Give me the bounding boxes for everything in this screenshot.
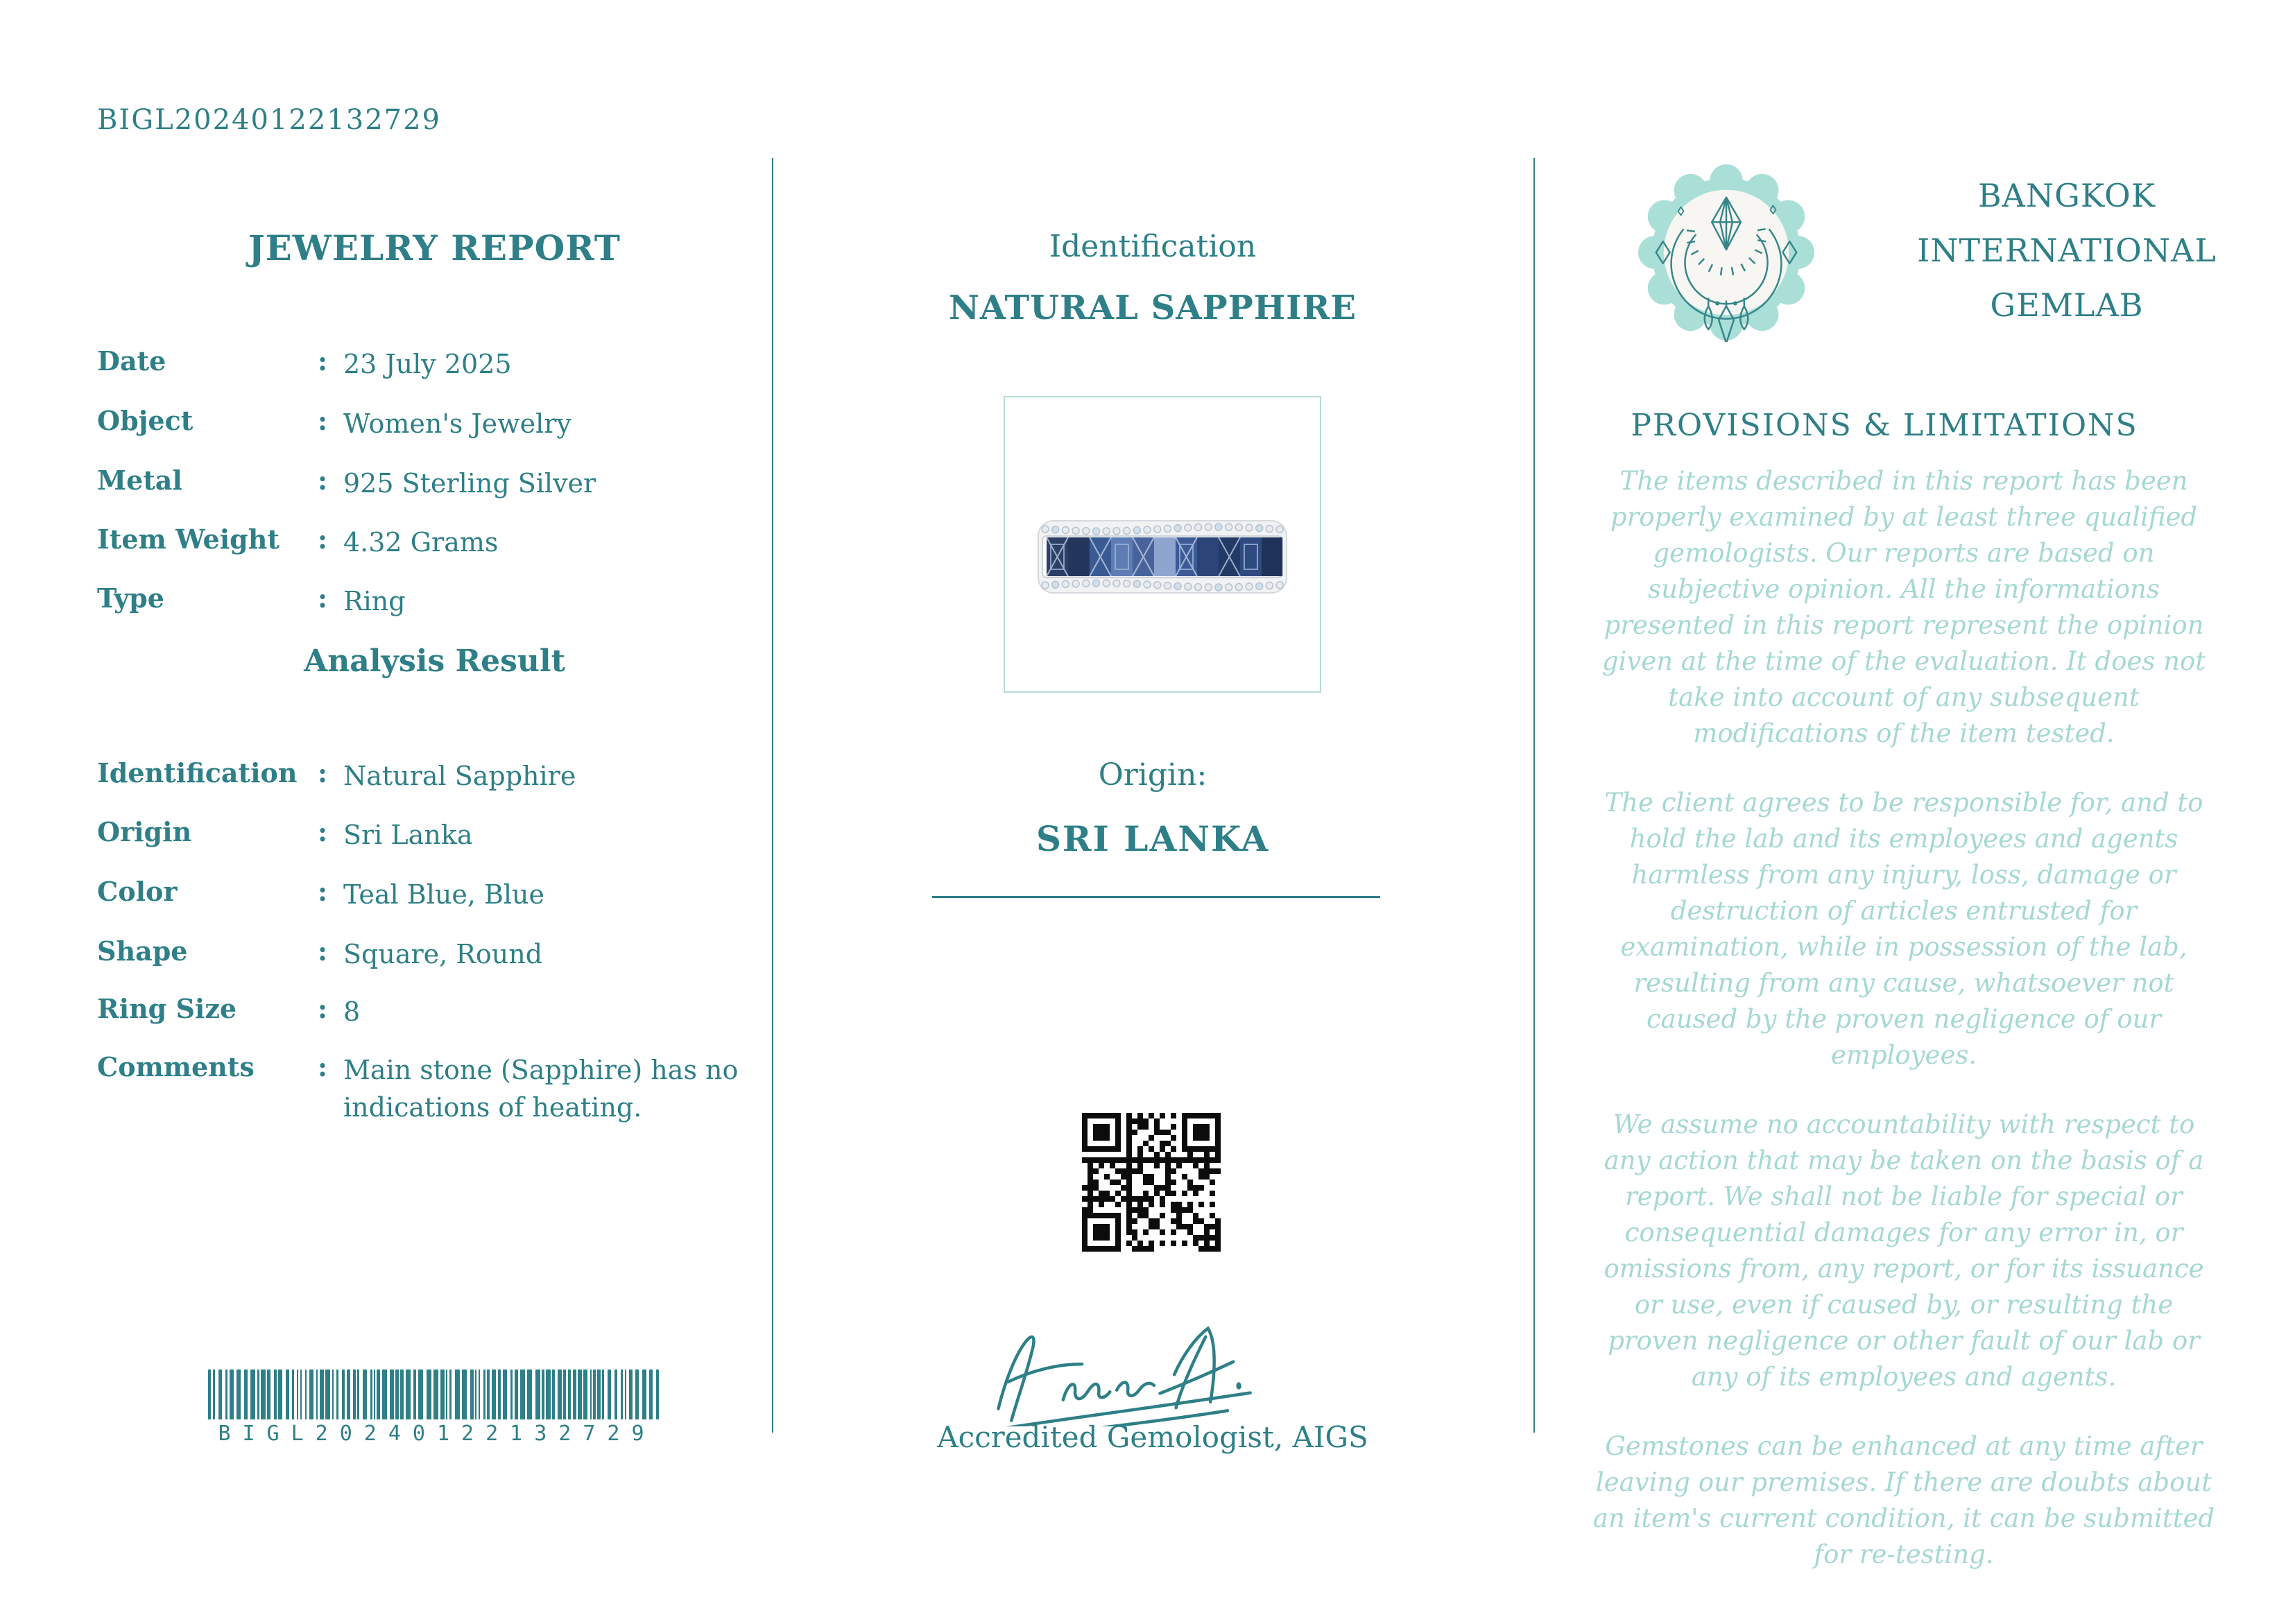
field-value: Square, Round [343,939,543,969]
field-value: Women's Jewelry [343,408,571,439]
field-label: Shape [97,935,188,967]
field-colon: : [318,816,328,847]
sapphire-stones [1047,537,1282,576]
barcode [208,1370,659,1419]
report-number: BIGL20240122132729 [97,104,441,136]
field-value: Sri Lanka [343,820,473,850]
field-value: 8 [343,996,361,1027]
column-divider-left [772,158,773,1433]
qr-code [1078,1109,1224,1255]
column-divider-right [1533,158,1535,1433]
field-label: Type [97,582,164,614]
org-name-line3: GEMLAB [1990,286,2144,324]
field-colon: : [318,465,328,496]
provisions-paragraphs [1588,463,2219,1606]
field-label: Object [97,405,194,436]
origin-value: SRI LANKA [1035,818,1270,859]
field-colon: : [318,524,328,555]
identification-label: Identification [1049,229,1257,264]
field-row-type [97,582,772,624]
provisions-paragraph-3: We assume no accountability with respect to any action that may be taken on the basis of a report. We shall not be liable for special or consequential damages for any error in, or omissions from, any report, or for its issuance or use, even if caused by, or resulting the proven negligence or other fault of our lab or any of its employees and agents. [1604,1109,2204,1392]
field-label: Ring Size [97,993,237,1024]
field-row-comments [97,1051,772,1123]
field-colon: : [318,582,328,614]
field-label: Identification [97,757,298,788]
field-value: 4.32 Grams [343,527,499,558]
field-label: Item Weight [97,524,280,555]
signer-title: Accredited Gemologist, AIGS [937,1420,1368,1454]
field-row-color [97,876,772,917]
field-value: 23 July 2025 [343,349,512,379]
analysis-result-title: Analysis Result [304,643,565,679]
field-value: Ring [343,586,406,616]
field-label: Origin [97,816,192,847]
provisions-title: PROVISIONS & LIMITATIONS [1631,408,2138,443]
field-colon: : [318,1051,328,1082]
page-title: JEWELRY REPORT [248,227,621,268]
field-row-identification [97,757,772,799]
provisions-paragraph-1: The items described in this report has been properly examined by at least three qualified gemologists. Our reports are based on subjective opinion. All the informations presented in this report represent the opinion given at the time of the evaluation. It does not take into account of any subsequent modifications of the item tested. [1601,466,2206,748]
field-label: Color [97,876,178,907]
field-label: Date [97,345,166,377]
field-colon: : [318,876,328,907]
org-name-line2: INTERNATIONAL [1917,232,2217,269]
field-row-item-weight [97,524,772,565]
origin-label: Origin: [1098,757,1207,793]
field-colon: : [318,405,328,436]
field-label: Metal [97,465,182,496]
ring-photo [1004,396,1321,693]
signature [957,1291,1346,1426]
field-value: 925 Sterling Silver [343,468,596,499]
origin-divider [932,896,1380,898]
identification-value: NATURAL SAPPHIRE [948,288,1357,327]
provisions-paragraph-4: Gemstones can be enhanced at any time after leaving our premises. If there are doubts about an item's current condition, it can be submitted for re-testing. [1592,1431,2215,1569]
field-row-shape [97,935,772,977]
field-colon: : [318,993,328,1024]
field-row-origin [97,816,772,858]
field-row-date [97,345,772,387]
field-value: Natural Sapphire [343,761,576,791]
org-name [1873,169,2261,333]
field-label: Comments [97,1051,255,1082]
field-row-object [97,405,772,447]
field-value: Main stone (Sapphire) has no indications of heating. [343,1055,739,1123]
gemlab-logo-icon [1637,163,1816,342]
provisions-paragraph-2: The client agrees to be responsible for, and to hold the lab and its employees and agents harmless from any injury, loss, damage or destruction of articles entrusted for examination, while in possession of the lab, resulting from any cause, whatsoever not caused by the proven negligence of our employees. [1604,788,2203,1070]
field-colon: : [318,757,328,788]
field-colon: : [318,345,328,377]
field-colon: : [318,935,328,967]
field-value: Teal Blue, Blue [343,879,545,910]
org-name-line1: BANGKOK [1977,177,2156,214]
field-row-ring-size [97,993,772,1035]
field-row-metal [97,465,772,506]
barcode-text: BIGL20240122132729 [218,1422,656,1446]
